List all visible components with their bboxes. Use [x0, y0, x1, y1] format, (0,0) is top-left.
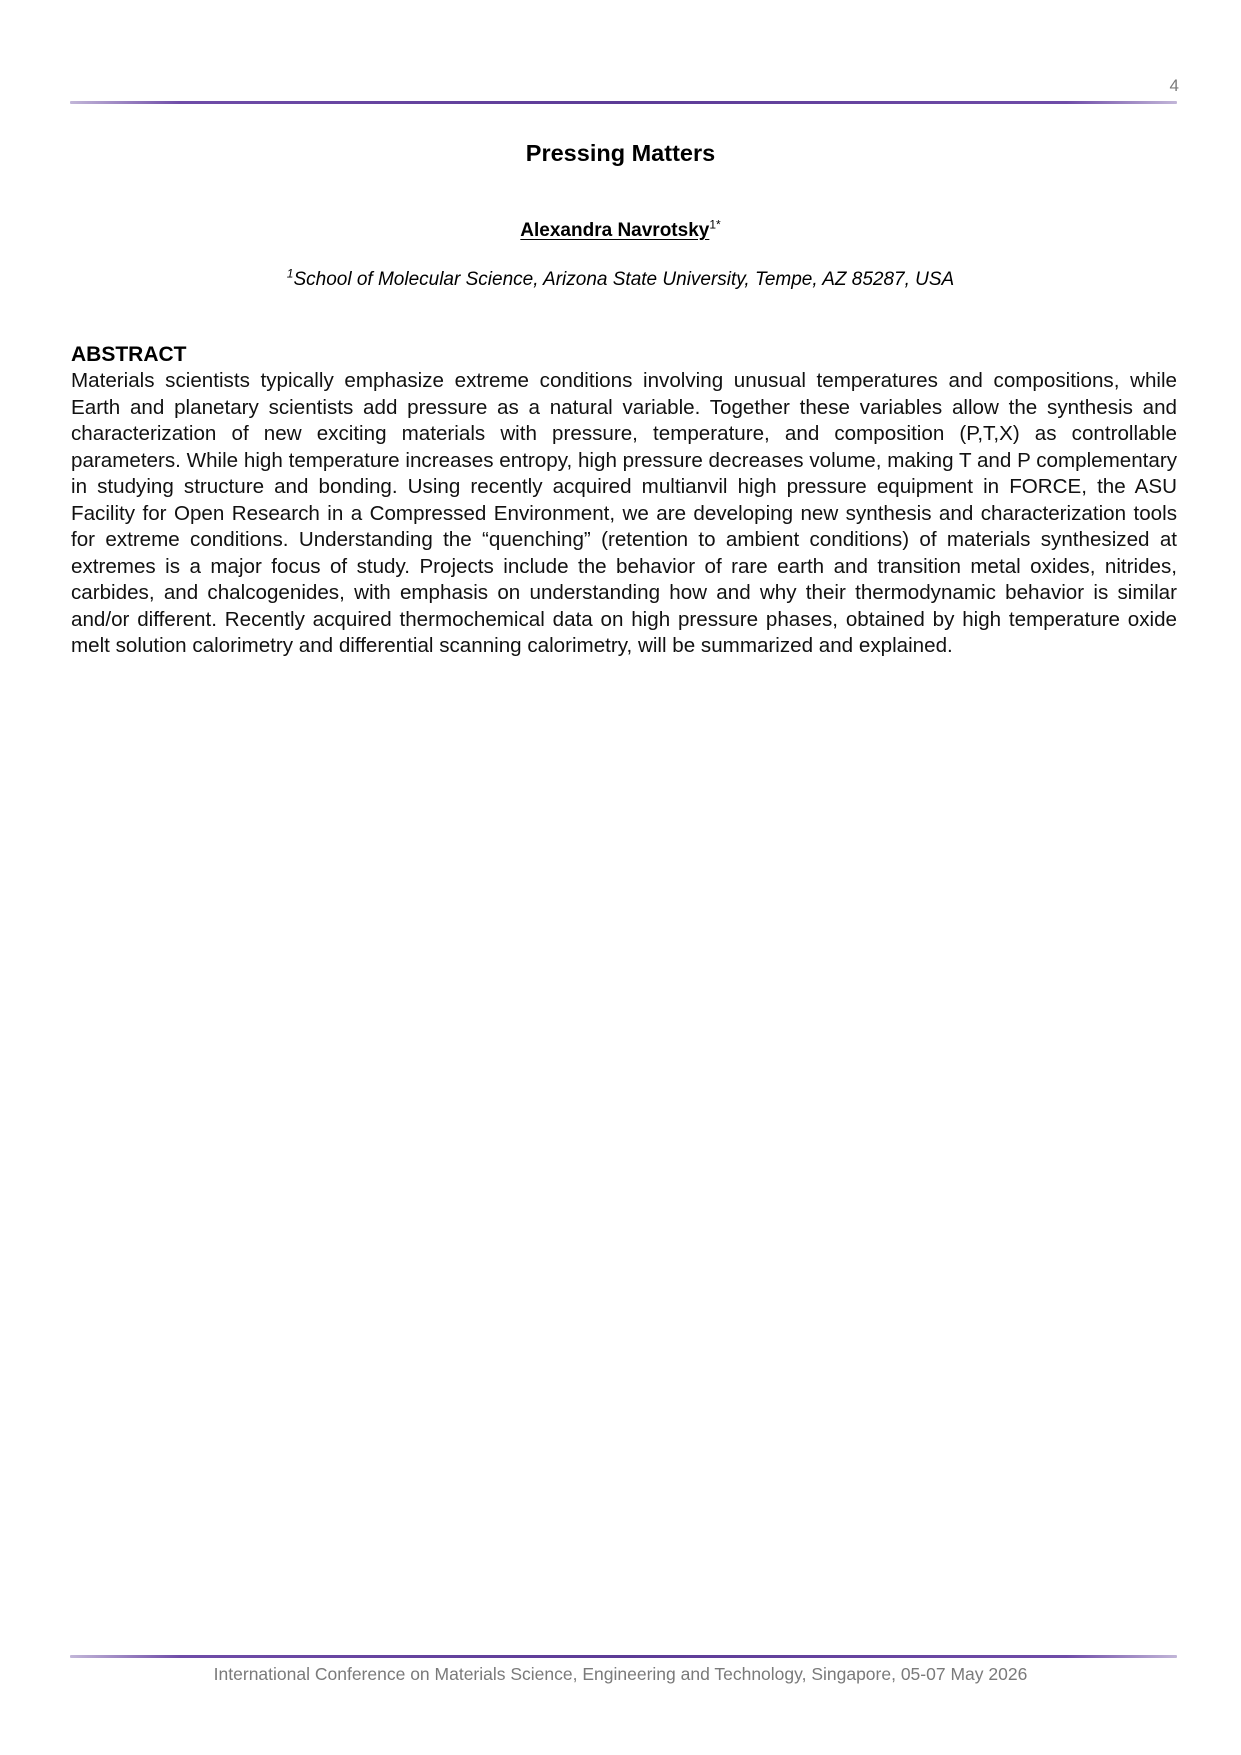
author-name: Alexandra Navrotsky — [520, 220, 710, 241]
header-divider — [70, 101, 1177, 104]
paper-title: Pressing Matters — [525, 140, 716, 166]
page-number: 4 — [1169, 76, 1179, 95]
footer-divider — [70, 1655, 1177, 1658]
author-line — [0, 217, 1241, 242]
affiliation-text: School of Molecular Science, Arizona State University, Tempe, AZ 85287, USA — [293, 269, 955, 290]
affiliation-superscript: 1 — [286, 266, 294, 281]
author-superscript: 1* — [709, 217, 721, 232]
conference-footer: International Conference on Materials Science, Engineering and Technology, Singapore, 05-07 May 2026 — [213, 1664, 1028, 1684]
abstract-body: Materials scientists typically emphasize extreme conditions involving unusual temperatures and compositions, while Earth and planetary scientists add pressure as a natural variable. Together these variables allow the synthesis and characterization of new exciting materials with pressure, temperature, and composition (P,T,X) as controllable parameters. While high temperature increases entropy, high pressure decreases volume, making T and P complementary in studying structure and bonding. Using recently acquired multianvil high pressure equipment in FORCE, the ASU Facility for Open Research in a Compressed Environment, we are developing new synthesis and characterization tools for extreme conditions. Understanding the “quenching” (retention to ambient conditions) of materials synthesized at extremes is a major focus of study. Projects include the behavior of rare earth and transition metal oxides, nitrides, carbides, and chalcogenides, with emphasis on understanding how and why their thermodynamic behavior is similar and/or different. Recently acquired thermochemical data on high pressure phases, obtained by high temperature oxide melt solution calorimetry and differential scanning calorimetry, will be summarized and explained. — [71, 369, 1177, 657]
affiliation-line — [0, 266, 1241, 291]
abstract-heading: ABSTRACT — [71, 343, 187, 366]
